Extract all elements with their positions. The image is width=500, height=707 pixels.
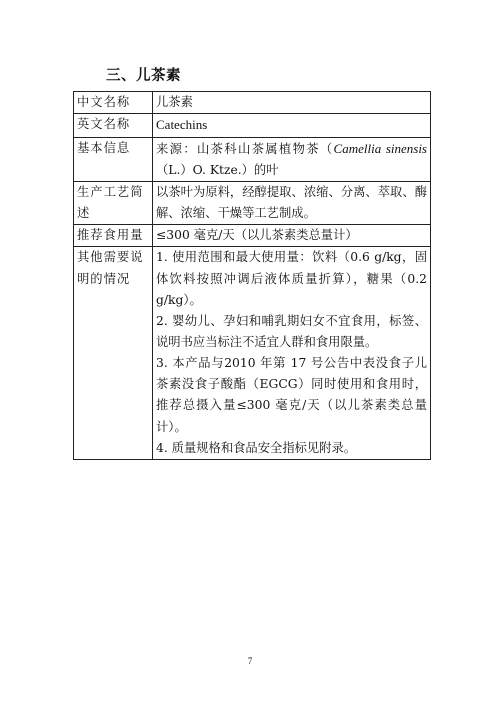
row-value-other-notes: [153, 247, 431, 459]
row-value-process: 以茶叶为原料，经醇提取、浓缩、分离、萃取、酶解、浓缩、干燥等工艺制成。: [153, 182, 431, 225]
note-item-3: 3. 本产品与2010 年第 17 号公告中表没食子儿茶素没食子酸酯（EGCG）同时使用和食用时，推荐总摄入量≤300 毫克/天（以儿茶素类总量计）。: [156, 356, 427, 434]
row-value-basic-info: [153, 137, 431, 182]
section-heading: 三、儿茶素: [106, 68, 181, 84]
note-item-4: 4. 质量规格和食品安全指标见附录。: [156, 440, 357, 455]
row-label-other-notes: 其他需要说明的情况: [74, 247, 153, 459]
table-row: [74, 225, 431, 247]
table-row: [74, 92, 431, 114]
row-label-recommended-intake: 推荐食用量: [74, 225, 153, 247]
source-prefix: 来源：山茶科山茶属植物茶（: [156, 141, 334, 156]
row-value-english-name: Catechins: [153, 114, 431, 137]
table-row: [74, 182, 431, 225]
row-label-process: 生产工艺简述: [74, 182, 153, 225]
row-value-recommended-intake: ≤300 毫克/天（以儿茶素类总量计）: [153, 225, 431, 247]
latin-species-name: Camellia sinensis: [333, 140, 427, 156]
row-label-chinese-name: 中文名称: [74, 92, 153, 114]
row-value-chinese-name: 儿茶素: [153, 92, 431, 114]
table-row: [74, 114, 431, 137]
page-number: 7: [247, 656, 253, 666]
note-item-2: 2. 婴幼儿、孕妇和哺乳期妇女不宜食用，标签、说明书应当标注不适宜人群和食用限量。: [156, 313, 427, 349]
row-label-english-name: 英文名称: [74, 114, 153, 137]
table-row: [74, 247, 431, 459]
source-suffix: （L.）O. Ktze.）的叶: [156, 162, 279, 177]
note-item-1: 1. 使用范围和最大使用量：饮料（0.6 g/kg，固体饮料按照冲调后液体质量折算），糖果（0.2 g/kg）。: [156, 250, 427, 307]
table-row: [74, 137, 431, 182]
ingredient-info-table: [73, 91, 431, 460]
row-label-basic-info: 基本信息: [74, 137, 153, 182]
